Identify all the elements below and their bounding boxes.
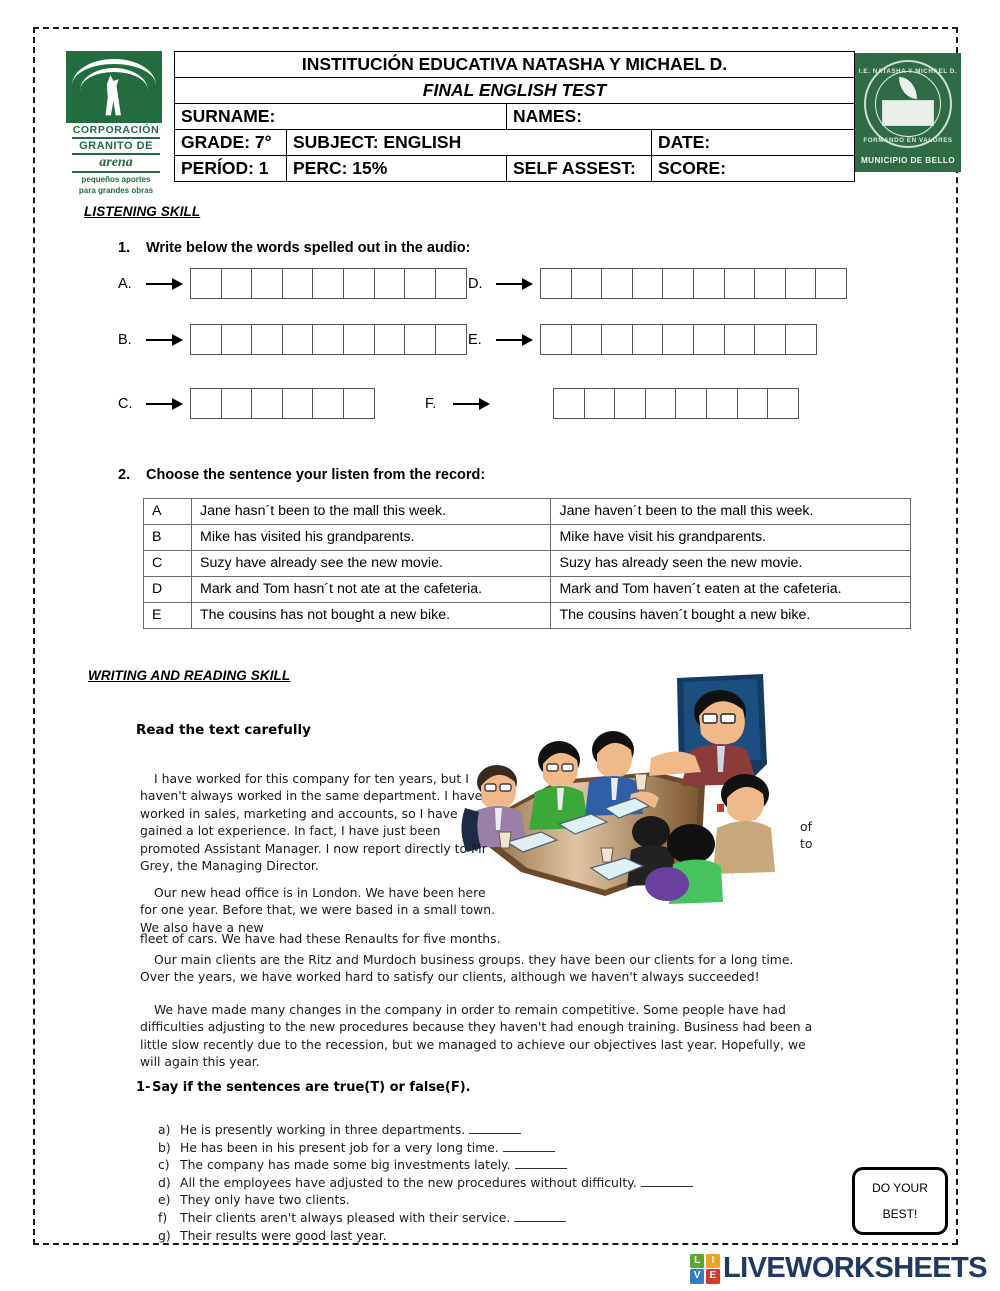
letter-box[interactable] [785, 324, 817, 355]
arrow-right-icon [144, 333, 184, 347]
worksheet-header [66, 51, 961, 195]
spelling-boxes-f[interactable] [553, 388, 799, 419]
letter-box[interactable] [312, 388, 344, 419]
letter-box[interactable] [343, 388, 375, 419]
letter-box[interactable] [282, 388, 314, 419]
letter-box[interactable] [815, 268, 847, 299]
spelling-label-e: E. [468, 331, 482, 348]
letter-box[interactable] [601, 268, 633, 299]
letter-box[interactable] [251, 324, 283, 355]
sentence-option-left[interactable]: Jane hasn´t been to the mall this week. [192, 499, 551, 525]
spelling-label-d: D. [468, 275, 483, 292]
table-row [144, 603, 911, 629]
corporacion-granito-logo [66, 51, 166, 195]
spelling-row-b [118, 324, 467, 355]
corp-logo-line2: GRANITO DE [79, 140, 153, 152]
table-row [175, 78, 855, 104]
letter-box[interactable] [584, 388, 616, 419]
true-false-item [158, 1139, 693, 1157]
true-false-item-letter: d) [158, 1174, 171, 1190]
spelling-boxes-d[interactable] [540, 268, 847, 299]
letter-box[interactable] [190, 324, 222, 355]
liveworksheets-brand-text: LIVEWORKSHEETS [723, 1252, 987, 1284]
true-false-item-letter: f) [158, 1209, 168, 1225]
sentence-row-key: C [144, 551, 192, 577]
letter-box[interactable] [632, 324, 664, 355]
passage-paragraph-1-text: I have worked for this company for ten years, but I haven't always worked in the same department. I have worked in sales, marketing and accounts, so I have gained a lot experience. In fact, I have just been promoted Assistant Manager. I now report directly to Mr Grey, the Managing Director. [140, 771, 487, 874]
spelling-row-e [468, 324, 817, 355]
names-field[interactable]: NAMES: [507, 104, 855, 130]
true-false-item-text: He is presently working in three departments. [180, 1122, 466, 1137]
question-1-prompt [118, 240, 470, 256]
spelling-label-f: F. [425, 395, 437, 412]
spelling-boxes-b[interactable] [190, 324, 467, 355]
answer-blank[interactable] [515, 1157, 567, 1169]
spelling-row-f [425, 388, 799, 419]
writing-reading-skill-heading: WRITING AND READING SKILL [88, 668, 291, 683]
letter-box[interactable] [571, 268, 603, 299]
perc-field[interactable]: PERC: 15% [287, 156, 507, 182]
letter-box[interactable] [221, 268, 253, 299]
orphan-word-to: to [800, 836, 813, 852]
passage-paragraph-4 [140, 1001, 818, 1071]
true-false-item-letter: a) [158, 1122, 171, 1137]
letter-box[interactable] [190, 268, 222, 299]
spelling-boxes-e[interactable] [540, 324, 817, 355]
sentence-option-right[interactable]: The cousins haven´t bought a new bike. [551, 603, 911, 629]
true-false-item [158, 1121, 693, 1139]
spelling-label-b: B. [118, 331, 132, 348]
sentence-row-key: B [144, 525, 192, 551]
letter-box[interactable] [221, 324, 253, 355]
letter-box[interactable] [540, 268, 572, 299]
surname-field[interactable]: SURNAME: [175, 104, 507, 130]
passage-paragraph-3-text: Our main clients are the Ritz and Murdoch business groups. they have been our clients for a long time. Over the years, we have worked hard to satisfy our clients, although we haven't always succeeded! [140, 952, 794, 985]
arrow-right-icon [144, 277, 184, 291]
lw-mark-letter-v: V [690, 1269, 704, 1283]
letter-box[interactable] [601, 324, 633, 355]
letter-box[interactable] [312, 268, 344, 299]
sentence-option-left[interactable]: The cousins has not bought a new bike. [192, 603, 551, 629]
letter-box[interactable] [737, 388, 769, 419]
true-false-item-letter: g) [158, 1227, 171, 1243]
letter-box[interactable] [724, 268, 756, 299]
letter-box[interactable] [343, 268, 375, 299]
letter-box[interactable] [435, 324, 467, 355]
letter-box[interactable] [343, 324, 375, 355]
true-false-item [158, 1156, 693, 1174]
letter-box[interactable] [251, 268, 283, 299]
sentence-row-key: D [144, 577, 192, 603]
letter-box[interactable] [571, 324, 603, 355]
sentence-option-right[interactable]: Jane haven´t been to the mall this week. [551, 499, 911, 525]
letter-box[interactable] [540, 324, 572, 355]
true-false-heading [136, 1080, 471, 1095]
true-false-item-text: All the employees have adjusted to the new procedures without difficulty. [180, 1174, 637, 1190]
letter-box[interactable] [675, 388, 707, 419]
letter-box[interactable] [374, 324, 406, 355]
true-false-item-text: He has been in his present job for a very long time. [180, 1139, 499, 1155]
table-row [144, 499, 911, 525]
sentence-choice-body [144, 499, 911, 629]
letter-box[interactable] [754, 324, 786, 355]
spelling-label-a: A. [118, 275, 132, 292]
seal-arc-top-text: I.E. NATASHA Y MICHAEL D. [858, 68, 958, 75]
answer-blank[interactable] [469, 1122, 521, 1134]
passage-paragraph-2 [140, 884, 502, 936]
letter-box[interactable] [767, 388, 799, 419]
letter-box[interactable] [435, 268, 467, 299]
lw-mark-letter-l: L [690, 1254, 704, 1268]
corp-logo-tagline2: para grandes obras [78, 186, 154, 195]
letter-box[interactable] [785, 268, 817, 299]
true-false-number: 1- [136, 1080, 151, 1095]
spelling-boxes-a[interactable] [190, 268, 467, 299]
question-1-text: Write below the words spelled out in the audio: [146, 240, 471, 256]
true-false-item [158, 1209, 693, 1227]
question-2-number: 2. [118, 467, 131, 483]
passage-orphan-words [800, 818, 812, 853]
corp-logo-line3: arena [99, 155, 133, 170]
letter-box[interactable] [693, 324, 725, 355]
letter-box[interactable] [282, 324, 314, 355]
true-false-item-letter: c) [158, 1157, 170, 1173]
sentence-option-right[interactable]: Suzy has already seen the new movie. [551, 551, 911, 577]
spelling-label-c: C. [118, 395, 133, 412]
arrow-right-icon [494, 333, 534, 347]
score-field[interactable]: SCORE: [652, 156, 855, 182]
corp-logo-tagline1: pequeños aportes [81, 175, 151, 184]
passage-paragraph-1 [140, 770, 500, 874]
sentence-option-right[interactable]: Mike have visit his grandparents. [551, 525, 911, 551]
subject-field[interactable]: SUBJECT: ENGLISH [287, 130, 652, 156]
true-false-heading-text: Say if the sentences are true(T) or false(F). [152, 1080, 471, 1095]
letter-box[interactable] [374, 268, 406, 299]
letter-box[interactable] [251, 388, 283, 419]
letter-box[interactable] [645, 388, 677, 419]
true-false-item [158, 1227, 693, 1245]
spelling-boxes-c[interactable] [190, 388, 375, 419]
true-false-item [158, 1174, 693, 1192]
table-row [144, 551, 911, 577]
table-row [175, 52, 855, 78]
date-field[interactable]: DATE: [652, 130, 855, 156]
student-info-table [174, 51, 855, 182]
sentence-option-left[interactable]: Mark and Tom hasn´t not ate at the cafeteria. [192, 577, 551, 603]
letter-box[interactable] [693, 268, 725, 299]
corp-logo-line1: CORPORACIÓN [72, 124, 160, 136]
letter-box[interactable] [662, 268, 694, 299]
question-2-text: Choose the sentence your listen from the record: [146, 467, 486, 483]
letter-box[interactable] [706, 388, 738, 419]
letter-box[interactable] [662, 324, 694, 355]
school-seal-logo [855, 53, 961, 172]
answer-blank[interactable] [514, 1210, 566, 1222]
hand-horse-icon [66, 51, 162, 123]
passage-paragraph-3 [140, 951, 818, 986]
spelling-row-d [468, 268, 847, 299]
do-your-best-box [852, 1167, 948, 1235]
true-false-item-letter: e) [158, 1192, 171, 1208]
table-row [175, 156, 855, 182]
arrow-right-icon [144, 397, 184, 411]
seal-municipality-text: MUNICIPIO DE BELLO [860, 156, 956, 165]
sentence-row-key: E [144, 603, 192, 629]
spelling-row-a [118, 268, 467, 299]
corp-logo-rule-3 [72, 171, 160, 173]
true-false-item-letter: b) [158, 1139, 171, 1155]
question-2-prompt [118, 467, 485, 483]
arrow-right-icon [494, 277, 534, 291]
listening-skill-heading: LISTENING SKILL [84, 204, 201, 219]
sentence-option-left[interactable]: Suzy have already see the new movie. [192, 551, 551, 577]
seal-emblem-panel [882, 100, 934, 126]
letter-box[interactable] [614, 388, 646, 419]
true-false-item-text: Their clients aren't always pleased with their service. [180, 1209, 511, 1225]
institution-name: INSTITUCIÓN EDUCATIVA NATASHA Y MICHAEL D. [175, 52, 855, 78]
sentence-option-left[interactable]: Mike has visited his grandparents. [192, 525, 551, 551]
do-your-best-line2: BEST! [882, 1207, 918, 1221]
lw-mark-letter-i: I [706, 1254, 720, 1268]
table-row [144, 577, 911, 603]
letter-box[interactable] [724, 324, 756, 355]
letter-box[interactable] [312, 324, 344, 355]
liveworksheets-mark-icon [690, 1254, 720, 1284]
liveworksheets-logo [690, 1252, 987, 1285]
corp-logo-rule-1 [72, 137, 160, 139]
seal-arc-bottom-text: FORMANDO EN VALORES [863, 137, 953, 144]
sentence-row-key: A [144, 499, 192, 525]
self-assess-field[interactable]: SELF ASSEST: [507, 156, 652, 182]
letter-box[interactable] [553, 388, 585, 419]
true-false-item-text: They only have two clients. [180, 1192, 350, 1208]
business-meeting-clipart [455, 672, 775, 904]
letter-box[interactable] [632, 268, 664, 299]
true-false-item-text: The company has made some big investments lately. [180, 1157, 511, 1173]
passage-paragraph-4-text: We have made many changes in the company in order to remain competitive. Some people have had difficulties adjusting to the new procedures because they haven't had enough training. Business had been a little slow recently due to the recession, but we managed to achieve our objectives last year. Hopefully, we will again this year. [140, 1002, 813, 1070]
letter-box[interactable] [404, 324, 436, 355]
table-row [175, 130, 855, 156]
true-false-list [158, 1121, 693, 1244]
orphan-word-of: of [800, 819, 812, 834]
letter-box[interactable] [404, 268, 436, 299]
passage-paragraph-2b: fleet of cars. We have had these Renaults for five months. [140, 931, 501, 946]
answer-blank[interactable] [641, 1175, 693, 1187]
passage-paragraph-2-text: Our new head office is in London. We have been here for one year. Before that, we were based in a small town. We also have a new [140, 885, 496, 935]
question-1-number: 1. [118, 240, 131, 256]
letter-box[interactable] [190, 388, 222, 419]
grade-field[interactable]: GRADE: 7° [175, 130, 287, 156]
do-your-best-line1: DO YOUR [872, 1181, 928, 1195]
sentence-option-right[interactable]: Mark and Tom haven´t eaten at the cafeteria. [551, 577, 911, 603]
true-false-item-text: Their results were good last year. [180, 1227, 387, 1243]
answer-blank[interactable] [503, 1140, 555, 1152]
letter-box[interactable] [754, 268, 786, 299]
lw-mark-letter-e: E [706, 1269, 720, 1283]
table-row [175, 104, 855, 130]
true-false-item [158, 1191, 693, 1209]
read-text-heading: Read the text carefully [136, 722, 311, 738]
test-title: FINAL ENGLISH TEST [175, 78, 855, 104]
sentence-choice-table [143, 498, 911, 629]
letter-box[interactable] [282, 268, 314, 299]
spelling-row-c [118, 388, 375, 419]
letter-box[interactable] [221, 388, 253, 419]
table-row [144, 525, 911, 551]
arrow-right-icon [451, 397, 491, 411]
period-field[interactable]: PERÍOD: 1 [175, 156, 287, 182]
